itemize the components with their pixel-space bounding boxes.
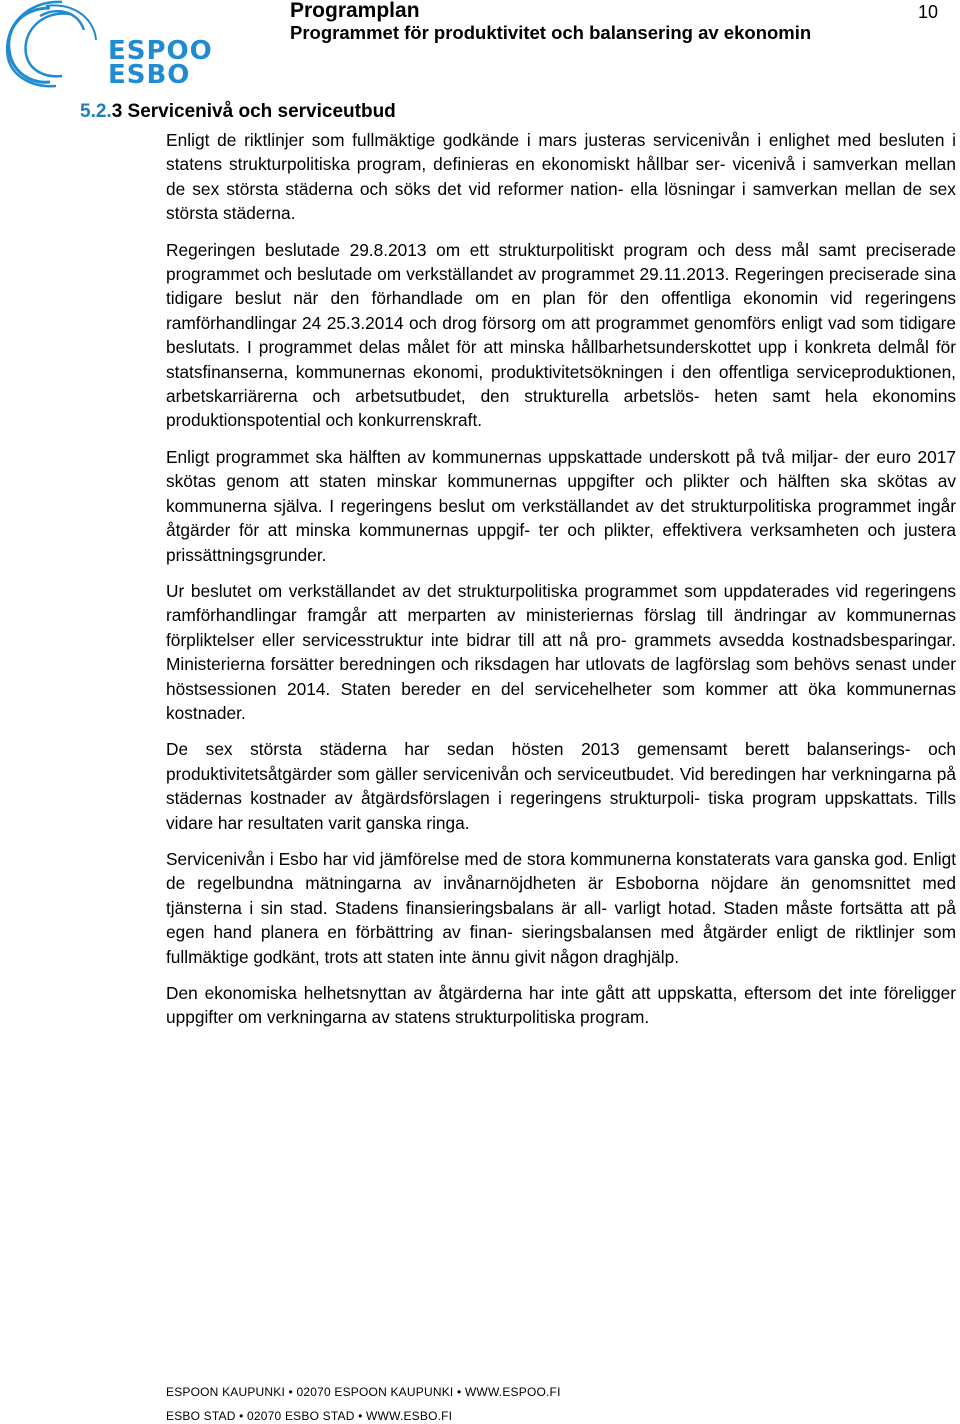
footer-swedish: ESBO STAD • 02070 ESBO STAD • WWW.ESBO.FI — [166, 1409, 453, 1423]
page-header-title: Programplan — [290, 0, 420, 22]
body-text — [166, 128, 956, 1030]
paragraph: De sex största städerna har sedan hösten 2013 gemensamt berett balanserings- och produktivitetsåtgärder som gäller servicenivån och serviceutbudet. Vid beredingen har verkningarna på städernas kostnader av åtgärdsförslagen i regeringens strukturpoli- tiska program uppskattats. Tills vidare har resultaten varit ganska ringa. — [166, 739, 956, 833]
paragraph: Servicenivån i Esbo har vid jämförelse med de stora kommunerna konstaterats vara ganska god. Enligt de regelbundna mätningarna av invånarnöjdheten är Esboborna nöjdare än genomsnittet med tjänsterna i sin stad. Stadens finansieringsbalans är all- varligt hotad. Staden måste fortsätta att på egen hand planera en förbättring av finan- sieringsbalansen med åtgärder enligt de riktlinjer som fullmäktige godkänt, trots att staten inte ännu givit någon draghjälp. — [166, 848, 956, 967]
paragraph: Ur beslutet om verkställandet av det strukturpolitiska programmet som uppdaterades vid regeringens ramförhandlingar framgår att merparten av ministeriernas förslag till ändringar av kommunernas förpliktelser eller servicesstruktur inte bidrar till att nå pro- grammets avsedda kostnadsbesparingar. Ministerierna forsätter beredningen och riksdagen har utlovats de lagförslag som behövs senast under höstsessionen 2014. Staten bereder en del servicehelheter som kommer att öka kommunernas kostnader. — [166, 580, 956, 723]
footer-finnish: ESPOON KAUPUNKI • 02070 ESPOON KAUPUNKI • WWW.ESPOO.FI — [166, 1385, 561, 1399]
page-header-subtitle: Programmet för produktivitet och balansering av ekonomin — [290, 22, 812, 43]
section-heading — [80, 100, 396, 124]
espoo-swirl-icon — [0, 0, 110, 90]
paragraph: Den ekonomiska helhetsnyttan av åtgärderna har inte gått att uppskatta, eftersom det inte föreligger uppgifter om verkningarna av statens strukturpolitiska program. — [166, 983, 956, 1028]
paragraph: Regeringen beslutade 29.8.2013 om ett strukturpolitiskt program och dess mål samt preciserade programmet och beslutade om verkställandet av programmet 29.11.2013. Regeringen preciserade sina tidigare beslut när den förhandlade om en plan för den offentliga ekonomin vid regeringens ramförhandlingar 24 25.3.2014 och drog försorg om att programmet genomförs enligt vad som tidigare beslutats. I programmet delas målet för att minska hållbarhetsunderskottet upp i konkreta delmål för statsfinanserna, kommunernas ekonomi, produktivitetsökningen i den offentliga serviceproduktionen, arbetskarriärerna och arbetsutbudet, den strukturella arbetslös- heten samt hela ekonomins produktionspotential och konkurrenskraft. — [166, 239, 956, 431]
paragraph: Enligt programmet ska hälften av kommunernas uppskattade underskott på två miljar- der euro 2017 skötas genom att staten minskar kommunernas uppgifter och plikter och hälften ska skötas av kommunerna själva. I regeringens beslut om verkställandet av det strukturpolitiska programmet ingår åtgärder för att minska kommunernas uppgif- ter och plikter, effektivera verksamheten och justera prissättningsgrunder. — [166, 446, 956, 565]
logo-text-esbo: ESBO — [108, 60, 191, 90]
section-title: 3 Servicenivå och serviceutbud — [111, 101, 396, 122]
espoo-logo — [0, 0, 213, 90]
logo-text-espoo: ESPOO — [108, 36, 213, 66]
paragraph: Enligt de riktlinjer som fullmäktige godkände i mars justeras servicenivån i enlighet med besluten i statens strukturpolitiska program, definieras en ekonomiskt hållbar ser- vicenivå i samverkan mellan de sex största städerna och söks det vid reformer nation- ella lösningar i samverkan mellan de sex största städerna. — [166, 130, 956, 224]
section-number: 5.2. — [80, 101, 112, 122]
page-number: 10 — [917, 2, 938, 22]
